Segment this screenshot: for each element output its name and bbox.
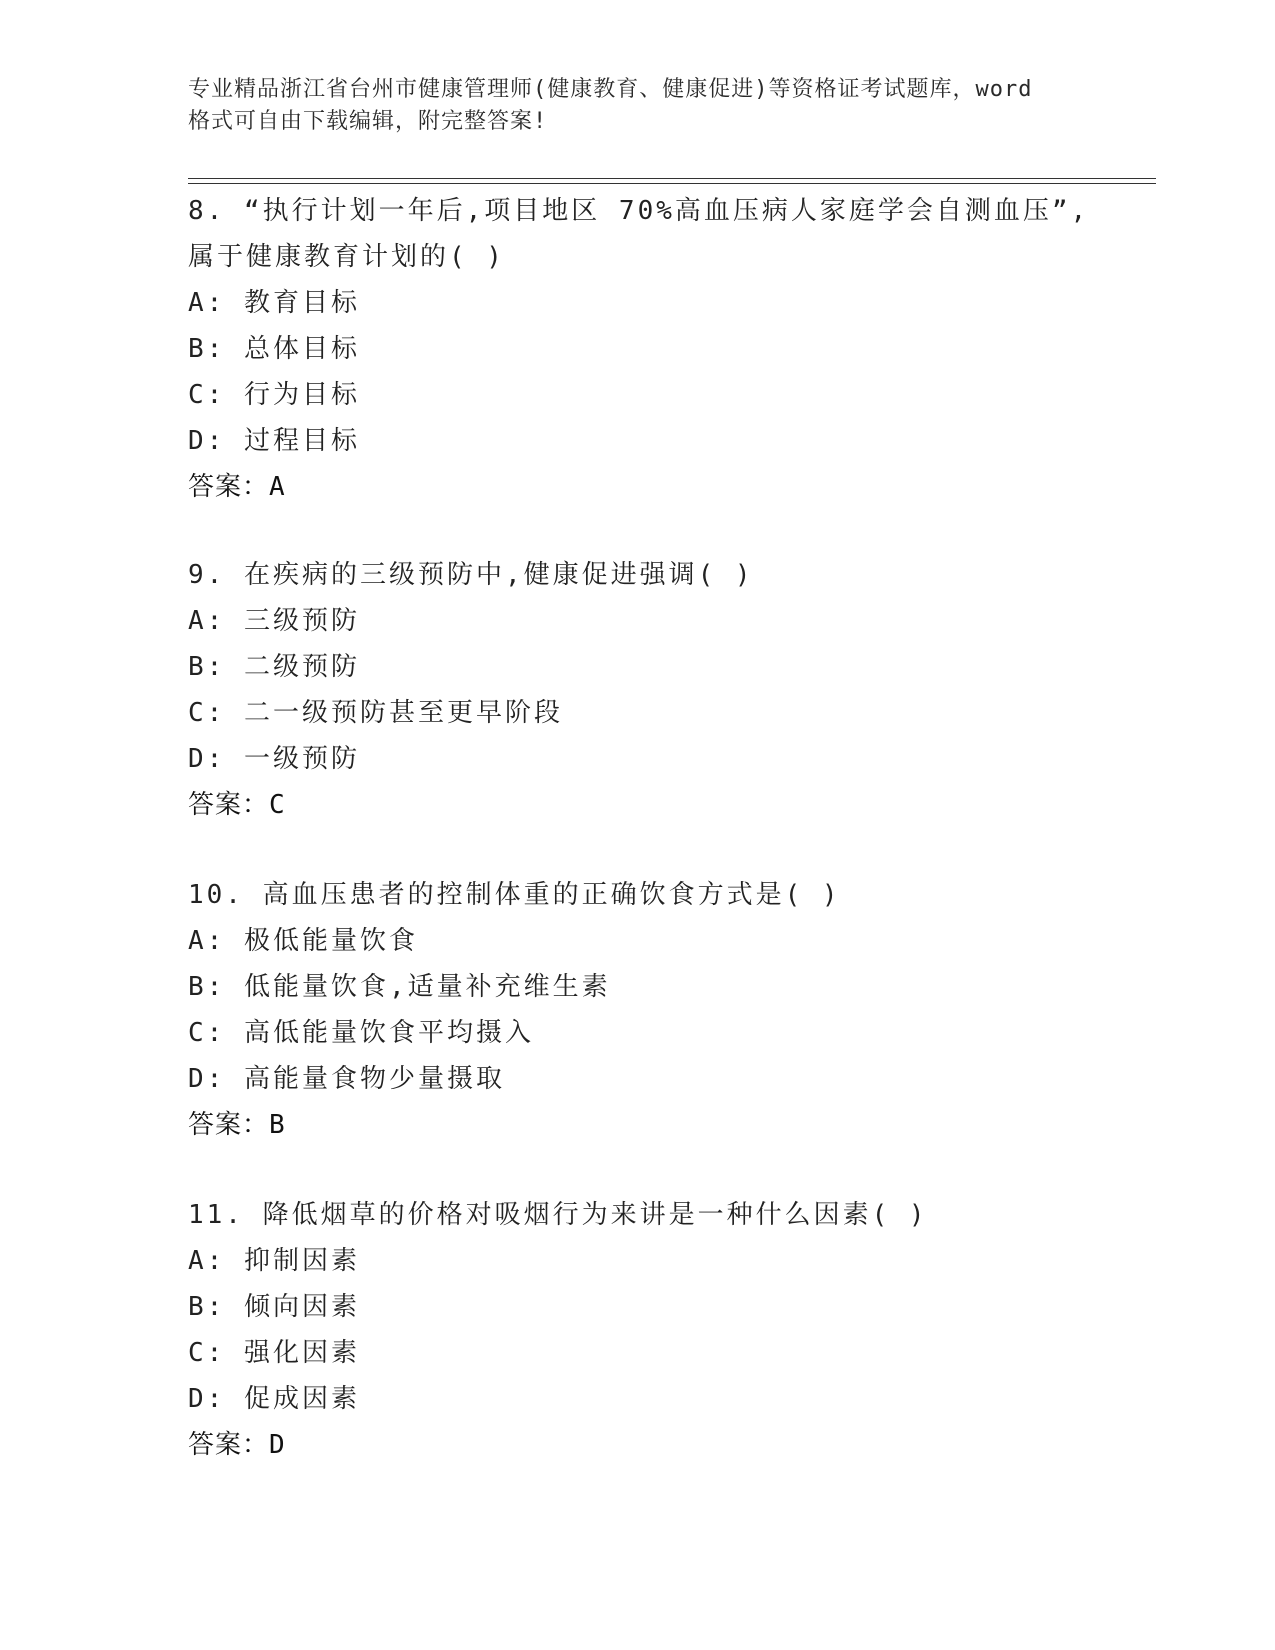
option-b: B: 总体目标	[188, 334, 360, 364]
answer-label: 答案：	[188, 1110, 270, 1140]
answer-value: A	[269, 472, 286, 502]
answer-value: C	[269, 790, 286, 820]
option-c: C: 二一级预防甚至更早阶段	[188, 698, 563, 728]
option-d: D: 一级预防	[188, 744, 360, 774]
answer	[188, 1422, 1128, 1468]
question-9	[188, 552, 1128, 828]
document-header	[188, 74, 1108, 138]
question-stem: 10. 高血压患者的控制体重的正确饮食方式是( )	[188, 880, 841, 910]
option-b: B: 低能量饮食,适量补充维生素	[188, 972, 611, 1002]
answer-value: D	[269, 1430, 286, 1460]
answer	[188, 782, 1128, 828]
question-stem: 11. 降低烟草的价格对吸烟行为来讲是一种什么因素( )	[188, 1200, 928, 1230]
header-divider-top	[188, 178, 1156, 179]
option-a: A: 教育目标	[188, 288, 360, 318]
option-c: C: 高低能量饮食平均摄入	[188, 1018, 534, 1048]
option-b: B: 倾向因素	[188, 1292, 360, 1322]
option-c: C: 强化因素	[188, 1338, 360, 1368]
option-a: A: 三级预防	[188, 606, 360, 636]
question-stem-continued: 属于健康教育计划的( )	[188, 242, 505, 272]
option-c: C: 行为目标	[188, 380, 360, 410]
question-10	[188, 872, 1128, 1148]
question-8	[188, 188, 1128, 510]
answer-value: B	[269, 1110, 286, 1140]
answer-label: 答案：	[188, 1430, 270, 1460]
answer-label: 答案：	[188, 790, 270, 820]
question-stem: 9. 在疾病的三级预防中,健康促进强调( )	[188, 560, 754, 590]
header-line-2: 格式可自由下载编辑，附完整答案!	[188, 109, 548, 134]
option-a: A: 抑制因素	[188, 1246, 360, 1276]
option-d: D: 促成因素	[188, 1384, 360, 1414]
header-line-1: 专业精品浙江省台州市健康管理师(健康教育、健康促进)等资格证考试题库，word	[188, 77, 1033, 102]
question-11	[188, 1192, 1128, 1468]
option-a: A: 极低能量饮食	[188, 926, 418, 956]
option-d: D: 过程目标	[188, 426, 360, 456]
header-divider-bottom	[188, 183, 1156, 184]
question-stem: 8. “执行计划一年后,项目地区 70%高血压病人家庭学会自测血压”,	[188, 196, 1090, 226]
answer	[188, 1102, 1128, 1148]
answer	[188, 464, 1128, 510]
answer-label: 答案：	[188, 472, 270, 502]
option-d: D: 高能量食物少量摄取	[188, 1064, 505, 1094]
option-b: B: 二级预防	[188, 652, 360, 682]
